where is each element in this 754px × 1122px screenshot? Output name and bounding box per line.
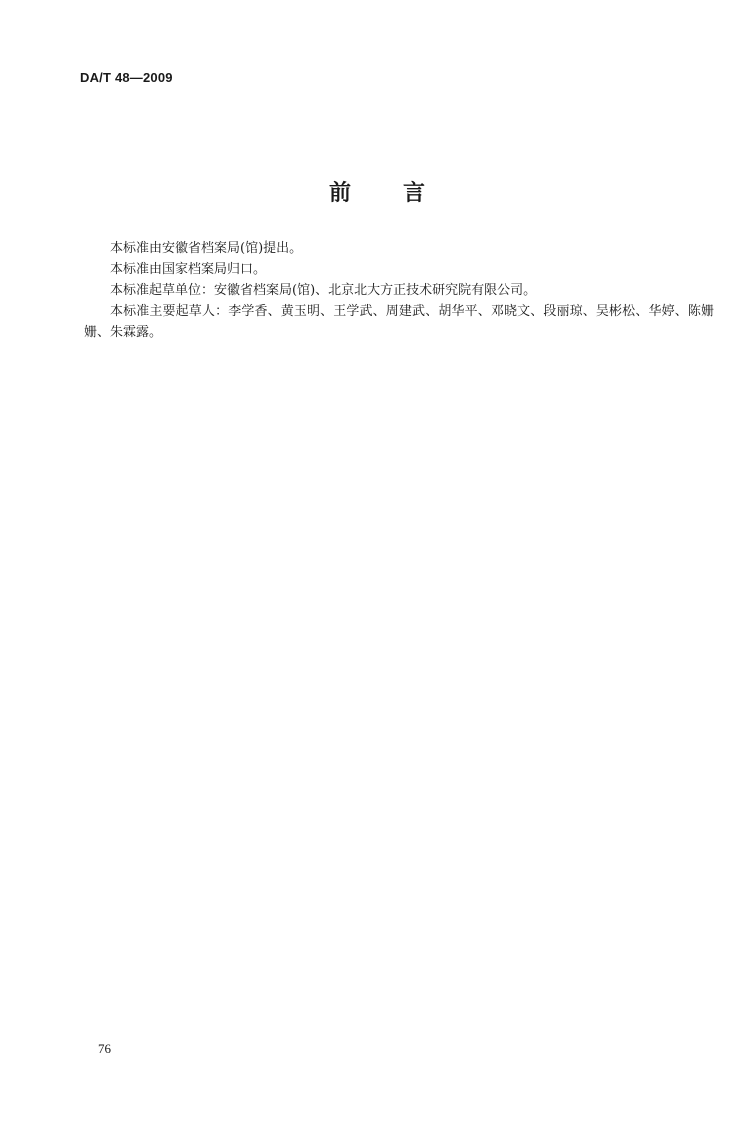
paragraph-proposer: 本标准由安徽省档案局(馆)提出。 [110, 241, 303, 256]
standard-code: DA/T 48—2009 [80, 70, 173, 85]
title-char-2: 言 [403, 181, 426, 206]
page-title [0, 176, 754, 207]
paragraph-drafters: 本标准主要起草人：李学香、黄玉明、王学武、周建武、胡华平、邓晓文、段丽琼、吴彬松、华婷、陈姗姗、朱霖露。 [84, 304, 714, 340]
paragraph-administrator: 本标准由国家档案局归口。 [110, 262, 267, 277]
page-number: 76 [98, 1041, 111, 1056]
title-char-1: 前 [328, 181, 351, 206]
foreword-body [84, 238, 714, 343]
paragraph-drafting-units: 本标准起草单位：安徽省档案局(馆)、北京北大方正技术研究院有限公司。 [110, 283, 537, 298]
